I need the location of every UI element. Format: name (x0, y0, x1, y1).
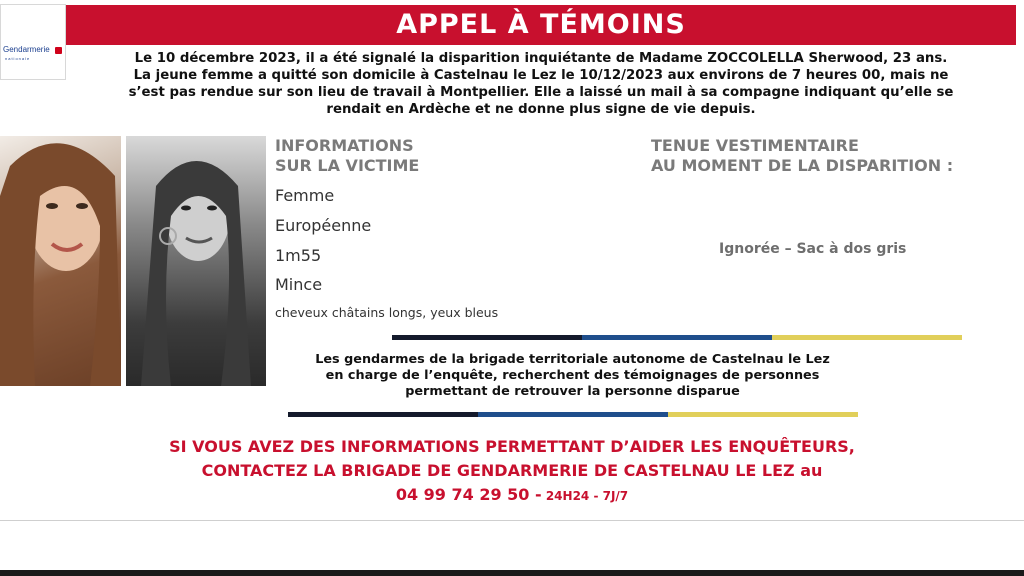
victim-photo-bw (126, 136, 266, 386)
tricolor-divider-bottom (288, 412, 858, 417)
victim-heading (275, 136, 419, 176)
clothing-heading-line1: TENUE VESTIMENTAIRE (651, 136, 859, 155)
cta-line1: SI VOUS AVEZ DES INFORMATIONS PERMETTANT D’AIDER LES ENQUÊTEURS, (169, 437, 855, 456)
logo-text: Gendarmerie (3, 45, 50, 54)
clothing-heading (651, 136, 953, 176)
intro-line: La jeune femme a quitté son domicile à Castelnau le Lez le 10/12/2023 aux environs de 7 heures 00, mais ne (133, 68, 949, 83)
clothing-value: Ignorée – Sac à dos gris (719, 241, 907, 257)
cta-hours: 24H24 - 7J/7 (541, 489, 629, 503)
bottom-border (0, 570, 1024, 576)
logo-subtext: nationale (5, 56, 31, 61)
clothing-heading-line2: AU MOMENT DE LA DISPARITION : (651, 156, 954, 175)
page-title: APPEL À TÉMOINS (66, 5, 1016, 45)
intro-text (66, 50, 1016, 118)
victim-origin: Européenne (275, 216, 372, 235)
victim-heading-line1: INFORMATIONS (275, 136, 414, 155)
victim-photo-color (0, 136, 121, 386)
footer-divider (0, 520, 1024, 521)
brigade-line: Les gendarmes de la brigade territoriale autonome de Castelnau le Lez (315, 352, 830, 367)
intro-line: Le 10 décembre 2023, il a été signalé la disparition inquiétante de Madame ZOCCOLELLA Sherwood, 23 ans. (134, 51, 948, 66)
intro-line: s’est pas rendue sur son lieu de travail à Montpellier. Elle a laissé un mail à sa compagne indiquant qu’elle se (128, 85, 954, 100)
gendarmerie-flame-icon (55, 47, 62, 54)
tricolor-divider-top (392, 335, 962, 340)
victim-sex: Femme (275, 186, 335, 205)
victim-build: Mince (275, 275, 323, 294)
victim-features: cheveux châtains longs, yeux bleus (275, 305, 499, 320)
cta-line2: CONTACTEZ LA BRIGADE DE GENDARMERIE DE CASTELNAU LE LEZ au (201, 461, 823, 480)
cta-phone[interactable]: 04 99 74 29 50 - (395, 485, 542, 504)
victim-heading-line2: SUR LA VICTIME (275, 156, 420, 175)
victim-height: 1m55 (275, 246, 322, 265)
cta-contact (0, 484, 1024, 507)
gendarmerie-logo (0, 4, 66, 80)
brigade-message (290, 352, 855, 400)
brigade-line: en charge de l’enquête, recherchent des témoignages de personnes (325, 368, 820, 383)
brigade-line: permettant de retrouver la personne disparue (405, 384, 740, 399)
intro-line: rendait en Ardèche et ne donne plus signe de vie depuis. (326, 102, 756, 117)
